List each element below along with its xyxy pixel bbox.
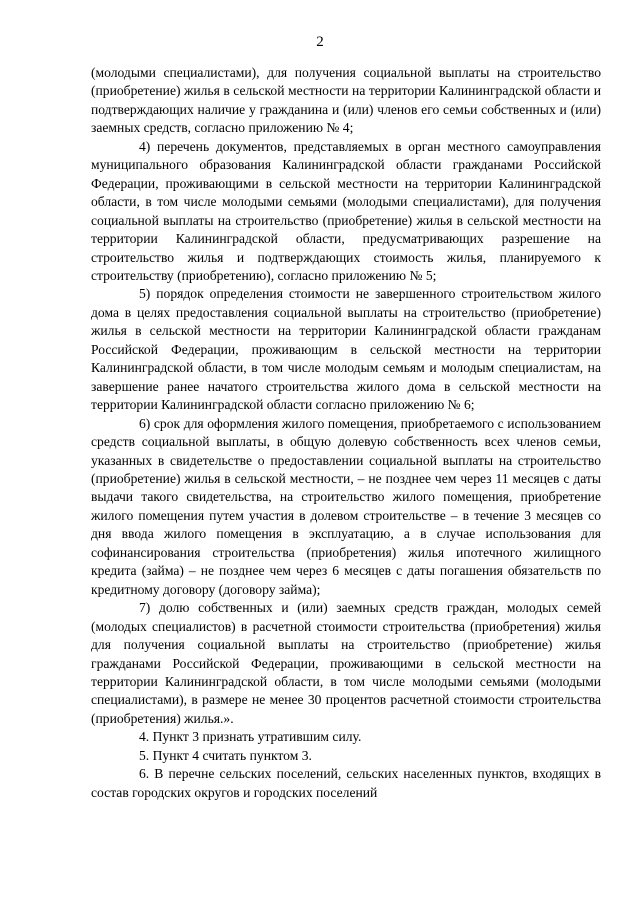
- paragraph-continuation: (молодыми специалистами), для получения социальной выплаты на строительство (приобретение) жилья в сельской местности на территории Калининградской области и подтверждающих наличие у гражданина и (или) членов его семьи собственных и (или) заемных средств, согласно приложению № 4;: [91, 65, 601, 136]
- paragraph-point-4: 4. Пункт 3 признать утратившим силу.: [139, 729, 362, 745]
- paragraph-point-5: 5. Пункт 4 считать пунктом 3.: [139, 747, 312, 763]
- document-body: [91, 64, 601, 802]
- paragraph-point-6: 6. В перечне сельских поселений, сельских населенных пунктов, входящих в состав городских округов и городских поселений: [91, 766, 601, 800]
- paragraph-item-5: 5) порядок определения стоимости не завершенного строительством жилого дома в целях предоставления социальной выплаты на строительство (приобретение) жилья в сельской местности на территории Калининградской области гражданам Российской Федерации, проживающим в сельской местности на территории Калининградской области, в том числе молодым семьям и молодым специалистам, на завершение ранее начатого строительства жилого дома в сельской местности на территории Калининградской области согласно приложению № 6;: [91, 286, 601, 413]
- paragraph-item-4: 4) перечень документов, представляемых в орган местного самоуправления муниципального образования Калининградской области гражданами Российской Федерации, проживающими в сельской местности на территории Калининградской области, в том числе молодыми семьями (молодыми специалистами), для получения социальной выплаты на строительство (приобретение) жилья в сельской местности на территории Калининградской области, предусматривающих разрешение на строительство жилья и подтверждающих стоимость жилья, планируемого к строительству (приобретению), согласно приложению № 5;: [91, 138, 601, 283]
- paragraph-item-7: 7) долю собственных и (или) заемных средств граждан, молодых семей (молодых специалистов) в расчетной стоимости строительства (приобретения) жилья для получения социальной выплаты на строительство (приобретение) жилья гражданами Российской Федерации, проживающими в сельской местности на территории Калининградской области, в том числе молодыми семьями (молодыми специалистами), в размере не менее 30 процентов расчетной стоимости строительства (приобретения) жилья.».: [91, 600, 601, 726]
- paragraph-item-6: 6) срок для оформления жилого помещения, приобретаемого с использованием средств социальной выплаты, в общую долевую собственность всех членов семьи, указанных в свидетельстве о предоставлении социальной выплаты на строительство (приобретение) жилья в сельской местности, – не позднее чем через 11 месяцев с даты выдачи такого свидетельства, на строительство жилого помещения, приобретение жилого помещения путем участия в долевом строительстве – в течение 3 месяцев со дня ввода жилого помещения в эксплуатацию, а в случае использования для софинансирования строительства (приобретения) жилья ипотечного жилищного кредита (займа) – не позднее чем через 6 месяцев с даты погашения обязательств по кредитному договору (договору займа);: [91, 415, 601, 597]
- page-number: 2: [316, 34, 324, 50]
